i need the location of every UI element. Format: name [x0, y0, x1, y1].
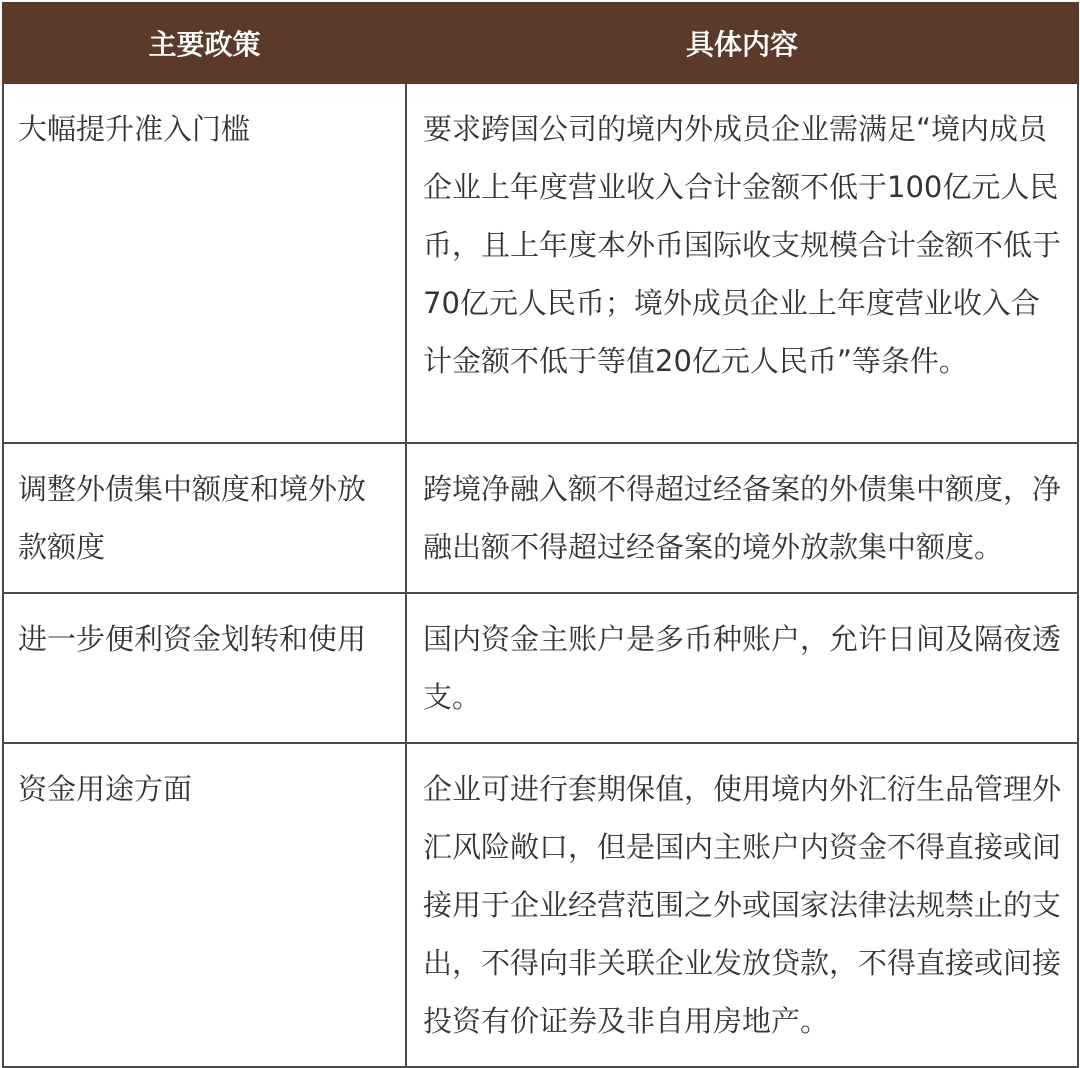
- content-cell: 国内资金主账户是多币种账户，允许日间及隔夜透支。: [406, 593, 1078, 743]
- policy-table: [2, 2, 1079, 1068]
- table-row: [3, 443, 1078, 593]
- policy-cell: 资金用途方面: [3, 743, 406, 1067]
- table-row: [3, 83, 1078, 443]
- column-header-content: 具体内容: [406, 3, 1078, 83]
- content-cell: 要求跨国公司的境内外成员企业需满足“境内成员企业上年度营业收入合计金额不低于100亿元人民币，且上年度本外币国际收支规模合计金额不低于70亿元人民币；境外成员企业上年度营业收入合计金额不低于等值20亿元人民币”等条件。: [406, 83, 1078, 443]
- table-row: [3, 593, 1078, 743]
- column-header-policy: 主要政策: [3, 3, 406, 83]
- content-cell: 企业可进行套期保值，使用境内外汇衍生品管理外汇风险敞口，但是国内主账户内资金不得直接或间接用于企业经营范围之外或国家法律法规禁止的支出，不得向非关联企业发放贷款，不得直接或间接投资有价证券及非自用房地产。: [406, 743, 1078, 1067]
- table-header-row: [3, 3, 1078, 83]
- policy-cell: 调整外债集中额度和境外放款额度: [3, 443, 406, 593]
- policy-cell: 大幅提升准入门槛: [3, 83, 406, 443]
- content-cell: 跨境净融入额不得超过经备案的外债集中额度，净融出额不得超过经备案的境外放款集中额度。: [406, 443, 1078, 593]
- policy-cell: 进一步便利资金划转和使用: [3, 593, 406, 743]
- table-row: [3, 743, 1078, 1067]
